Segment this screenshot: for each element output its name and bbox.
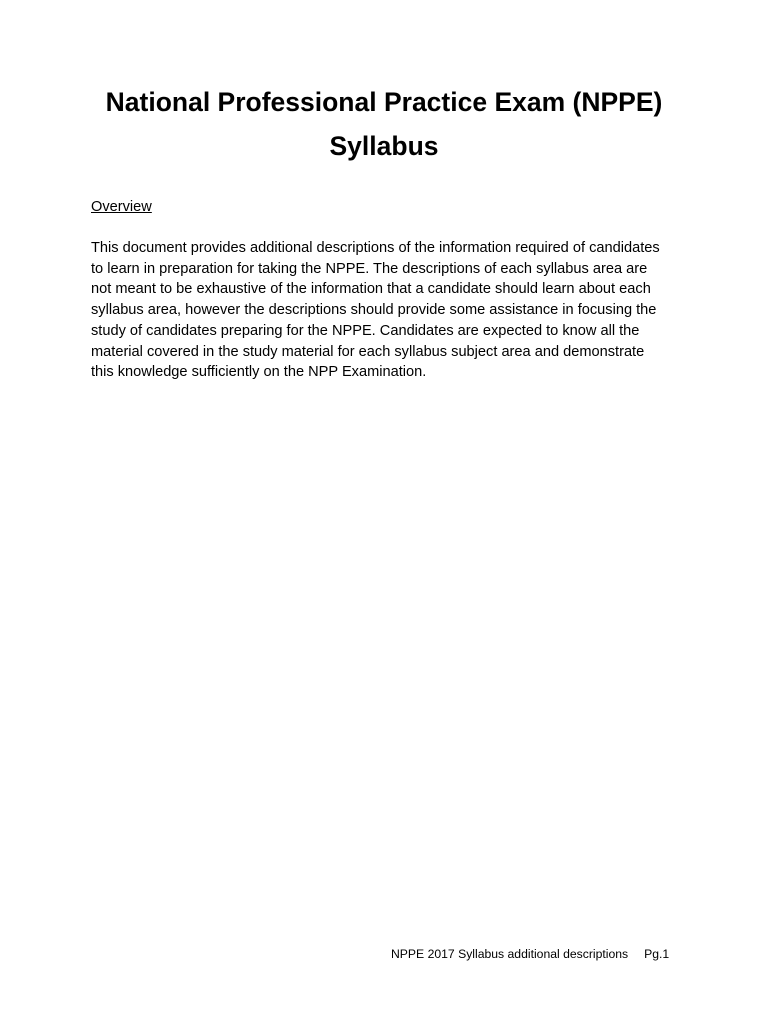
section-heading-overview: Overview <box>91 199 152 215</box>
overview-paragraph: This document provides additional descriptions of the information required of candidates to learn in preparation for taking the NPPE. The descriptions of each syllabus area are not meant to be exhaustive of the information that a candidate should learn about each syllabus area, however the descriptions should provide some assistance in focusing the study of candidates preparing for the NPPE. Candidates are expected to know all the material covered in the study material for each syllabus subject area and demonstrate this knowledge sufficiently on the NPP Examination. <box>91 240 660 381</box>
footer-label: NPPE 2017 Syllabus additional descriptions <box>391 947 629 961</box>
page-title-line-1: National Professional Practice Exam (NPPE) <box>105 87 663 117</box>
page-footer <box>391 945 669 963</box>
page-number: Pg.1 <box>644 947 670 961</box>
page-title-line-2: Syllabus <box>329 131 439 161</box>
page-title <box>60 80 708 168</box>
